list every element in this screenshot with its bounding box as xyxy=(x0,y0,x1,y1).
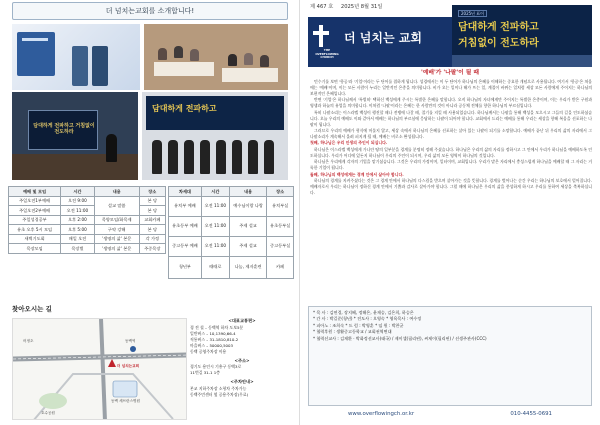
table-header: 장소 xyxy=(267,187,294,197)
table-cell: 주일오전2부예배 xyxy=(9,206,61,216)
table-cell: 새벽기도회 xyxy=(9,234,61,244)
theme-line-1: 담대하게 전파하고 xyxy=(458,22,539,33)
table-cell: 유초등부실 xyxy=(267,216,294,236)
table-cell: 때때로 xyxy=(201,256,229,278)
table-cell: 중고등부실 xyxy=(267,236,294,256)
table-header-row xyxy=(169,187,294,197)
theme-landscape xyxy=(452,55,592,67)
table-row xyxy=(9,225,166,235)
website-link[interactable]: www.overflowingch.or.kr xyxy=(348,410,415,417)
article-paragraph: 그러므로 우리의 예배가 형식에 머물지 않고, 세상 속에서 하나님의 은혜를 선포하는 살아 있는 나팔이 되기를 소망합니다. 예배가 끝난 뒤 우리의 삶의 자리에서 그 나팔소리가 계속해서 울려 퍼지게 될 때, 예배는 비로소 완성됩니다. xyxy=(310,128,592,139)
singer-figure xyxy=(232,140,242,174)
staff-row: * 피아노 : 조희숙 * 드 럼 : 박영훈 * 임 원 : 박찬균 xyxy=(313,322,404,328)
map-label-school: 어정초 xyxy=(23,339,34,343)
table-row xyxy=(169,216,294,236)
table-cell: 예수님이랑 나랑 xyxy=(229,196,266,216)
staff-row: * 간 사 : 박길준(청년) * 전도사 : 오영숙 * 영육목사 : 여수정 xyxy=(313,316,422,322)
table-cell: 설교 말씀 xyxy=(94,196,139,215)
person-figure xyxy=(244,53,253,65)
address-heading: <주소> xyxy=(234,357,250,363)
map-label-hospital: 동백 세브란스병원 xyxy=(111,399,140,403)
table-cell: 주제 설교 xyxy=(229,236,266,256)
table-header: 시간 xyxy=(201,187,229,197)
table-cell: '생명의 삶' 본문 xyxy=(94,244,139,254)
table-row xyxy=(9,234,166,244)
singer-figure xyxy=(264,140,274,174)
table-row xyxy=(9,244,166,254)
article-subheading: 첫째, 하나님은 우리 인생의 주인이 되십니다. xyxy=(310,140,388,146)
bible-study-photo xyxy=(12,24,140,90)
article-title: '예배'가 '나팔'이 될 때 xyxy=(421,70,479,76)
article-subheading: 둘째, 하나님의 백성에게는 경계 안에서 살아야 합니다. xyxy=(310,171,404,177)
singer-figure xyxy=(152,140,162,174)
table-cell: 주일성경공부 xyxy=(9,215,61,225)
article-paragraph: 하나님은 우리에게 각자의 기업을 맡기셨습니다. 그것은 우리의 가정이며, 일터이며, 교회입니다. 우리가 맡은 자리에서 충성스럽게 하나님을 예배할 때 그 자리는 거룩한 기업이 됩니다. xyxy=(310,159,592,171)
theme-year: 2025년 표어 xyxy=(458,10,487,17)
article-paragraph: 하나님의 경계를 지켜주셨다는 것은 그 경계 안에서 하나님의 다스림을 받으며 살아가는 것을 뜻합니다. 경계를 벗어나는 순간 우리는 하나님의 보호에서 멀어집니다. 예배자로서 우리는 하나님이 정하신 경계 안에서 기쁨과 감사로 살아가야 합니다. 그럴 때에 하나님은 우리의 삶을 풍성하게 하시고 우리를 통하여 세상을 축복하십니다. xyxy=(310,178,592,195)
theme-banner xyxy=(452,5,592,67)
table-row xyxy=(9,196,166,206)
person-figure xyxy=(72,46,88,86)
logo-text: THE OVERFLOWING CHURCH xyxy=(315,48,339,60)
staff-row: * 목 사 : 김연경, 장지혜, 정해은, 윤재승, 김은희, 하승은 xyxy=(313,310,414,315)
person-figure xyxy=(190,49,199,61)
table-cell: '생명의 삶' 본문 xyxy=(94,234,139,244)
stage-floor xyxy=(12,154,138,180)
table-cell: 오전 11:00 xyxy=(201,216,229,236)
table-cell: 주일오전1부예배 xyxy=(9,196,61,206)
theme-line-2: 거침없이 전도하라 xyxy=(458,38,539,49)
singer-figure xyxy=(184,140,194,174)
table-row xyxy=(169,236,294,256)
parking-line: 동백주민센터 옆 공용주차장(무료) xyxy=(190,391,249,397)
projector-screen xyxy=(28,110,98,150)
church-header xyxy=(308,17,452,67)
table-cell: 유치부실 xyxy=(267,196,294,216)
table-cell: 나눔, 제자훈련 xyxy=(229,256,266,278)
article-paragraph: 반면 '기업'은 하나님께서 '특별히' 택하신 백성에게 주시는 특별한 은혜를 말합니다. 오직 하나님의 자녀에게만 주어지는 특별한 은총이며, 이는 우리가 받은 구원과 영생과 하늘의 유업을 의미합니다. 이처럼 '나팔'이라는 은혜는 한 사람만의 것이 아니라 공동체 전체를 향한 하나님의 부르심입니다. xyxy=(310,97,592,109)
table-cell: 구약 강해 xyxy=(94,225,139,235)
table-shape xyxy=(154,62,214,76)
transport-heading: <대표교통편> xyxy=(228,318,256,323)
parking-line: 본교 지하주차장 소형차 주차가능 xyxy=(190,385,247,391)
map-roads xyxy=(13,319,187,420)
table-cell: 중고등부 예배 xyxy=(169,236,202,256)
parking-heading: <주차안내> xyxy=(230,379,254,385)
right-page xyxy=(300,0,600,425)
table-cell: 매일 오전 xyxy=(61,234,95,244)
table-cell: 목장모임 xyxy=(9,244,61,254)
table-cell: 유초등부 예배 xyxy=(169,216,202,236)
table-cell: 본 당 xyxy=(139,225,165,235)
person-figure xyxy=(228,54,237,66)
person-figure xyxy=(92,46,108,86)
table-header: 내용 xyxy=(94,187,139,197)
footer xyxy=(308,408,592,420)
table-cell: 오후 2:00 xyxy=(61,215,95,225)
article-paragraph: 민수기를 보면 '항공'과 '기업'이라는 두 단어를 접하게 됩니다. 성경에서는 이 두 단어가 하나님의 은혜를 이해하는 중요한 개념으로 사용됩니다. 여기서 '항공'은 처음에는 '예배'이며, 이는 모든 사람이 누리는 일반적인 은총을 의미합니다. 비가 오는 일이나 해가 뜨는 일, 계절이 바뀌는 일처럼 세상 모든 사람에게 주어지는 하나님의 보편적인 은혜입니다. xyxy=(310,79,592,96)
table-shape xyxy=(222,68,278,82)
person-figure xyxy=(260,55,269,67)
table-cell: 교회카페 xyxy=(139,215,165,225)
table-cell: 본 당 xyxy=(139,196,165,206)
staff-row: * 협력후원 : 생활중고등학교 / 교회권역면대 xyxy=(313,329,392,335)
bible-book-shape xyxy=(17,32,55,76)
table-cell: 청년부 xyxy=(169,256,202,278)
table-header: 예배 및 모임 xyxy=(9,187,61,197)
issue-number: 제 467 호 xyxy=(310,4,334,10)
sermon-slide-text: 담대하게 전파하고 거침없이 전도하라 xyxy=(33,123,95,136)
table-cell: 본 당 xyxy=(139,206,165,216)
person-figure xyxy=(158,48,167,60)
table-header: 차세대 xyxy=(169,187,202,197)
table-cell: 목장별 xyxy=(61,244,95,254)
next-generation-schedule-table xyxy=(168,186,294,279)
singer-figure xyxy=(248,140,258,174)
church-name: 더 넘치는 교회 xyxy=(344,31,422,45)
article-body xyxy=(310,79,592,304)
staff-row: * 협력선교사 : 김재환 · 박화정선교사(태국) / 제이셀(필리핀), 씨제이(필리핀) / 선생주관사(CCC) xyxy=(313,335,487,341)
transport-line: 경 전 철 – 동백역 하차 도보5분 xyxy=(190,324,244,330)
station-marker xyxy=(130,346,136,352)
transport-line: 동백 공영주차장 이용 xyxy=(190,348,227,354)
table-cell: 주중목장 xyxy=(139,244,165,254)
article-paragraph: 특히 나팔소리는 이스라엘 백성이 행진할 때나 전쟁에 나갈 때, 절기를 지킬 때 사용되었습니다. 하나님께서는 나팔을 통해 백성을 모으시고 그들의 길을 인도하셨습니다. 오늘 우리의 예배도 이와 같아서 예배는 하나님의 부르심에 응답하는 나팔이 되어야 합니다. 교회에서 드리는 예배를 통해 우리는 세상을 향해 복음을 선포하는 나팔이 됩니다. xyxy=(310,109,592,127)
hospital-block xyxy=(113,381,137,397)
singer-figure xyxy=(216,140,226,174)
directions-title: 찾아오시는 길 xyxy=(12,305,52,313)
table-row xyxy=(169,196,294,216)
welcome-banner: 더 넘치는교회를 소개합니다! xyxy=(12,2,288,20)
table-cell: 오전 11:00 xyxy=(201,196,229,216)
park-area xyxy=(39,393,67,409)
choir-banner-text: 담대하게 전파하고 xyxy=(152,104,217,113)
contact-info xyxy=(190,318,294,398)
transport-line: 마을버스 – 50000,5003 xyxy=(190,342,233,348)
map-label-station: 동백역 xyxy=(125,339,136,343)
staff-info-box xyxy=(308,306,592,406)
sermon-photo xyxy=(12,92,138,180)
worship-schedule-table xyxy=(8,186,166,254)
cross-logo-icon xyxy=(319,25,323,47)
location-map xyxy=(12,318,187,420)
table-header-row xyxy=(9,187,166,197)
preacher-figure xyxy=(106,134,117,162)
fellowship-photo xyxy=(144,24,288,90)
table-header: 장소 xyxy=(139,187,165,197)
table-row xyxy=(9,215,166,225)
address-line: 경기도 용인시 기흥구 동백3로 xyxy=(190,364,242,370)
table-row xyxy=(169,256,294,278)
table-cell: 오전 11:00 xyxy=(61,206,95,216)
map-label-park: 호수공원 xyxy=(41,411,55,415)
table-cell: 각 가정 xyxy=(139,234,165,244)
choir-banner xyxy=(146,96,284,130)
transport-line: 일반버스 – 10,1390,66-4 xyxy=(190,330,236,336)
table-cell: 오전 9:00 xyxy=(61,196,95,206)
table-cell: 유초 오후 5시 모임 xyxy=(9,225,61,235)
issue-date: 2025년 8월 31일 xyxy=(340,4,383,10)
transport-line: 직통버스 – 31-1810,810-2 xyxy=(190,336,239,342)
article-paragraph: 하나님은 이스라엘 백성에게 가나안 땅의 일부분을 경계를 분명히 정해 주셨습니다. 하나님은 우리의 삶의 자리를 정하시고 그 안에서 우리가 하나님을 예배하도록 인도하십니다. 우리가 어디에 있든지 하나님이 우리의 주인이 되시며, 우리 삶의 모든 영역이 하나님의 것입니다. xyxy=(310,146,592,158)
person-figure xyxy=(174,46,183,58)
table-cell: 카페 xyxy=(267,256,294,278)
phone-number: 010-4455-0691 xyxy=(510,410,552,417)
table-cell: 오후 5:00 xyxy=(61,225,95,235)
table-cell: 유치부 예배 xyxy=(169,196,202,216)
table-row xyxy=(9,206,166,216)
singer-figure xyxy=(168,140,178,174)
table-cell: 오전 11:00 xyxy=(201,236,229,256)
issue-line xyxy=(310,4,450,11)
table-cell: 목양모임/화목제 xyxy=(94,215,139,225)
choir-photo xyxy=(142,92,288,180)
table-cell: 주제 설교 xyxy=(229,216,266,236)
address-line: 11번길 31-1 1층 xyxy=(190,370,221,376)
singer-figure xyxy=(200,140,210,174)
map-label-church: 더 넘치는교회 xyxy=(117,364,140,368)
table-header: 내용 xyxy=(229,187,266,197)
table-header: 시간 xyxy=(61,187,95,197)
